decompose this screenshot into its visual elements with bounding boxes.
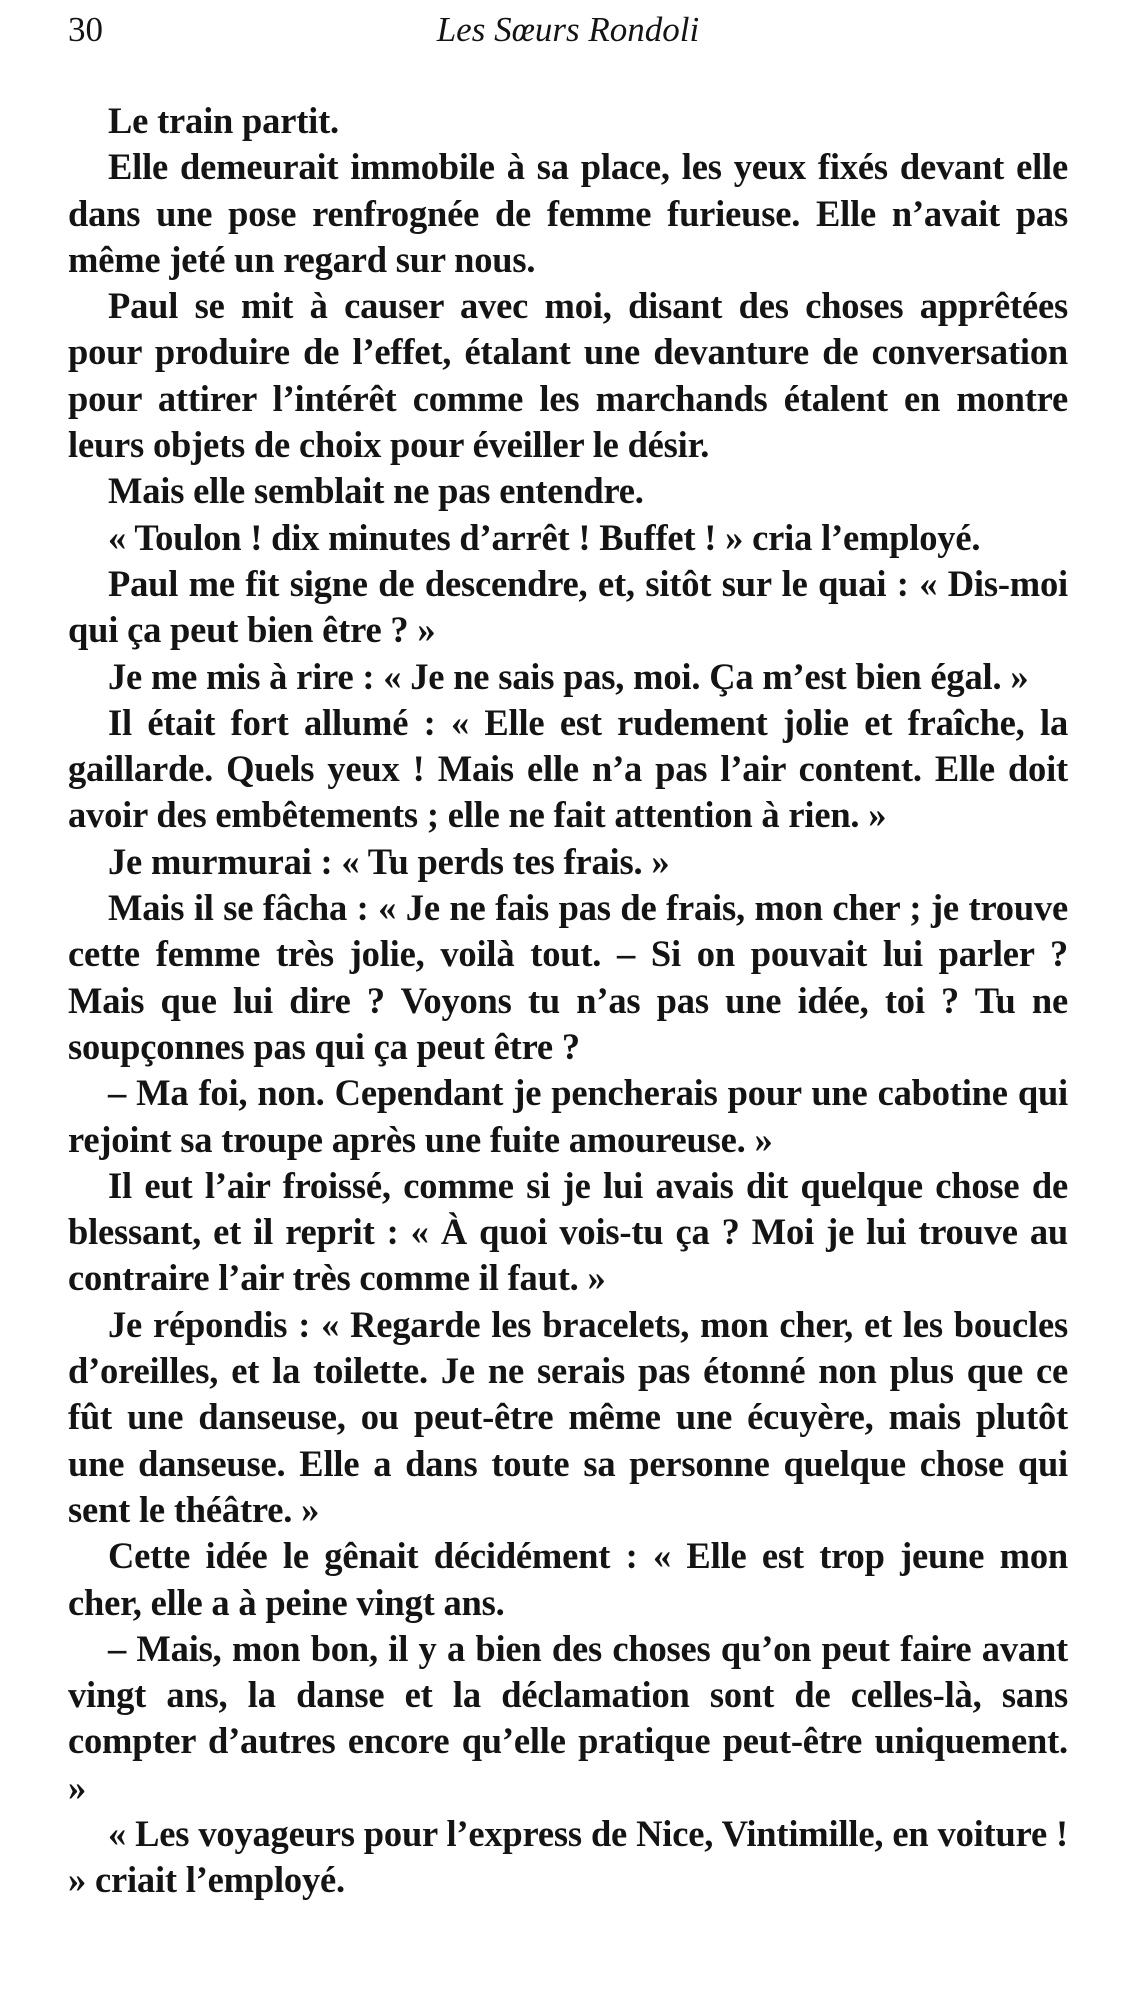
paragraph: Il était fort allumé : « Elle est rudement jolie et fraîche, la gaillarde. Quels yeux ! Mais elle n’a pas l’air content. Elle doit avoir des embêtements ; elle ne fait attention à rien. » bbox=[68, 701, 1068, 836]
book-page bbox=[68, 0, 1068, 1901]
paragraph: Cette idée le gênait décidément : « Elle est trop jeune mon cher, elle a à peine vingt ans. bbox=[68, 1535, 1068, 1623]
paragraph: Le train partit. bbox=[108, 100, 339, 141]
paragraph: – Mais, mon bon, il y a bien des choses qu’on peut faire avant vingt ans, la danse et la déclamation sont de celles-là, sans compter d’autres encore qu’elle pratique peut-être uniquement. » bbox=[68, 1627, 1068, 1808]
running-title: Les Sœurs Rondoli bbox=[436, 10, 700, 49]
paragraph: Elle demeurait immobile à sa place, les yeux fixés devant elle dans une pose renfrognée de femme furieuse. Elle n’avait pas même jeté un regard sur nous. bbox=[68, 146, 1068, 280]
running-head bbox=[68, 0, 1068, 70]
paragraph: Je me mis à rire : « Je ne sais pas, moi. Ça m’est bien égal. » bbox=[108, 655, 1029, 697]
paragraph: Mais elle semblait ne pas entendre. bbox=[108, 470, 644, 512]
paragraph: Paul se mit à causer avec moi, disant des choses apprêtées pour produire de l’effet, étalant une devanture de conversation pour attirer l’intérêt comme les marchands étalent en montre leurs objets de choix pour éveiller le désir. bbox=[68, 285, 1068, 466]
paragraph: – Ma foi, non. Cependant je pencherais pour une cabotine qui rejoint sa troupe après une fuite amoureuse. » bbox=[68, 1072, 1068, 1160]
paragraph: Je murmurai : « Tu perds tes frais. » bbox=[108, 840, 670, 882]
paragraph: Paul me fit signe de descendre, et, sitôt sur le quai : « Dis-moi qui ça peut bien être ? » bbox=[68, 562, 1068, 651]
paragraph: « Les voyageurs pour l’express de Nice, Vintimille, en voiture ! » criait l’employé. bbox=[68, 1812, 1068, 1901]
paragraph: Je répondis : « Regarde les bracelets, mon cher, et les boucles d’oreilles, et la toilette. Je ne serais pas étonné non plus que ce fût une danseuse, ou peut-être même une écuyère, mais plutôt une danseuse. Elle a dans toute sa personne quelque chose qui sent le théâtre. » bbox=[68, 1303, 1068, 1530]
paragraph: Mais il se fâcha : « Je ne fais pas de frais, mon cher ; je trouve cette femme très jolie, voilà tout. – Si on pouvait lui parler ? Mais que lui dire ? Voyons tu n’as pas une idée, toi ? Tu ne soupçonnes pas qui ça peut être ? bbox=[68, 887, 1068, 1067]
page-number: 30 bbox=[68, 10, 103, 49]
body-text bbox=[68, 98, 1068, 1904]
paragraph: « Toulon ! dix minutes d’arrêt ! Buffet ! » cria l’employé. bbox=[108, 516, 981, 558]
paragraph: Il eut l’air froissé, comme si je lui avais dit quelque chose de blessant, et il reprit : « À quoi vois-tu ça ? Moi je lui trouve au contraire l’air très comme il faut. » bbox=[68, 1164, 1068, 1299]
